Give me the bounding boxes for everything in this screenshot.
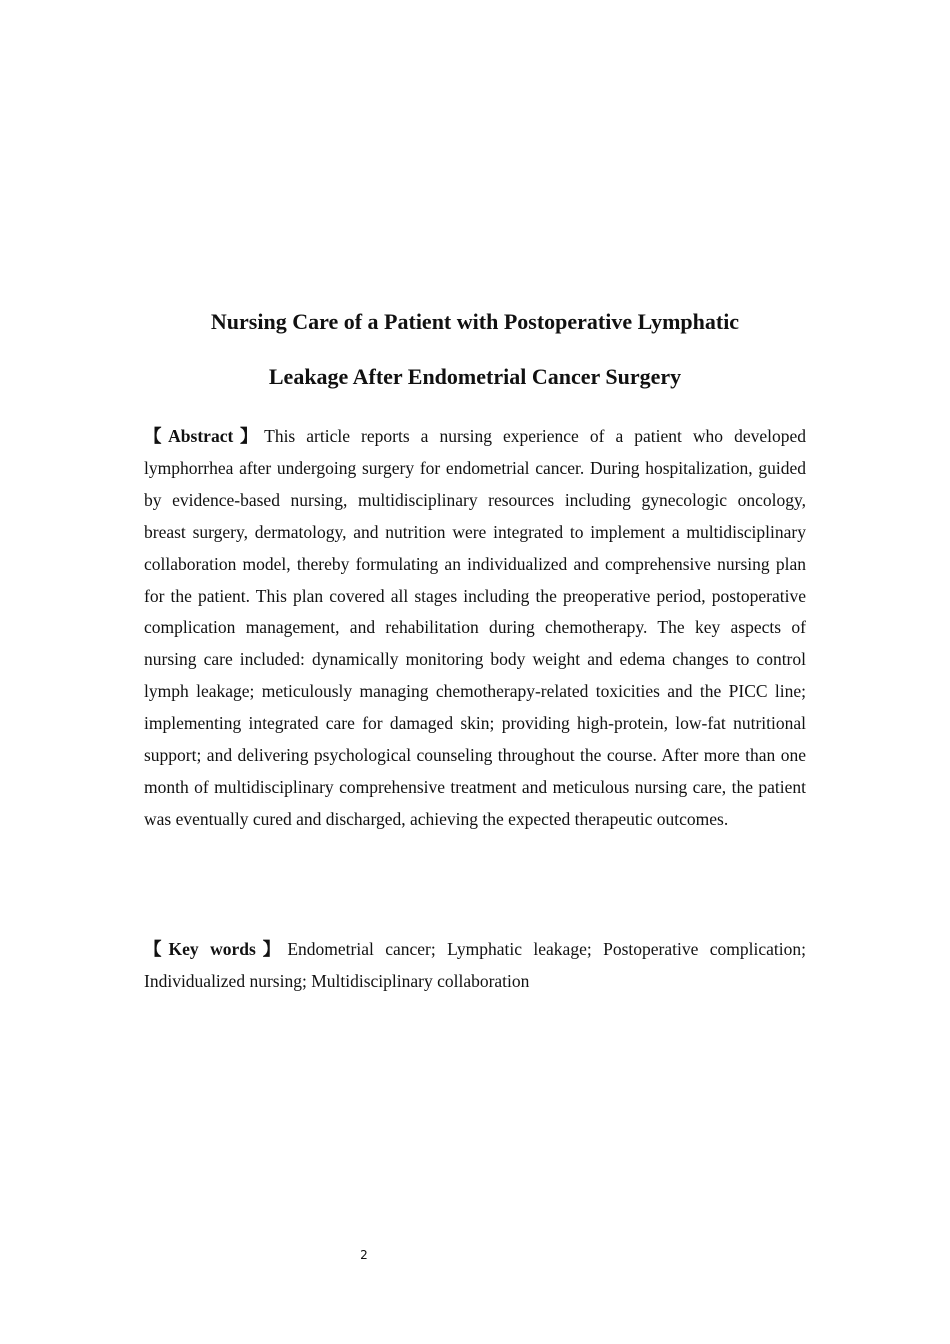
keywords-text: Endometrial cancer; Lymphatic leakage; Postoperative complication; Individualized nursing; Multidisciplinary collaboration xyxy=(144,939,806,991)
abstract-text: This article reports a nursing experience of a patient who developed lymphorrhea after undergoing surgery for endometrial cancer. During hospitalization, guided by evidence-based nursing, multidisciplinary resources including gynecologic oncology, breast surgery, dermatology, and nutrition were integrated to implement a multidisciplinary collaboration model, thereby formulating an individualized and comprehensive nursing plan for the patient. This plan covered all stages including the preoperative period, postoperative complication management, and rehabilitation during chemotherapy. The key aspects of nursing care included: dynamically monitoring body weight and edema changes to control lymph leakage; meticulously managing chemotherapy-related toxicities and the PICC line; implementing integrated care for damaged skin; providing high-protein, low-fat nutritional support; and delivering psychological counseling throughout the course. After more than one month of multidisciplinary comprehensive treatment and meticulous nursing care, the patient was eventually cured and discharged, achieving the expected therapeutic outcomes. xyxy=(144,426,807,829)
title-line-2: Leakage After Endometrial Cancer Surgery xyxy=(268,364,682,389)
abstract-paragraph xyxy=(144,421,806,836)
keywords-paragraph xyxy=(144,934,806,997)
keywords-label: 【Key words】 xyxy=(144,939,288,959)
abstract-label: 【Abstract】 xyxy=(144,426,265,446)
title-line-1: Nursing Care of a Patient with Postoperative Lymphatic xyxy=(210,309,740,334)
page-number: 2 xyxy=(360,1248,368,1262)
